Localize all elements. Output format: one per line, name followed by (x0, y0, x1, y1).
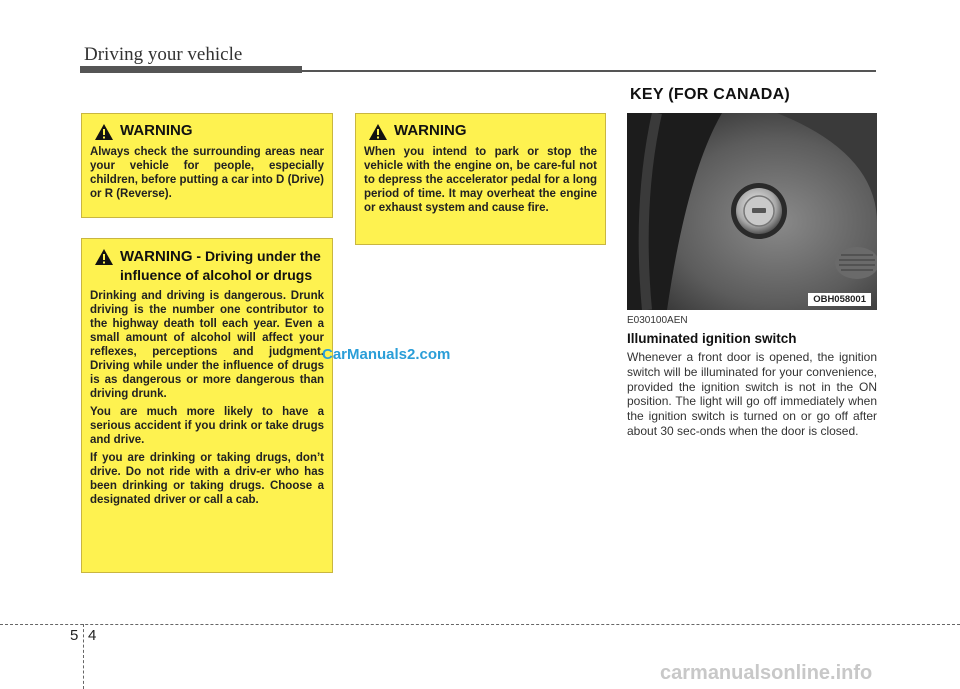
warning-text: When you intend to park or stop the vehicle with the engine on, be care-ful not to depress the accelerator pedal for a long period of time. It may overheat the engine or exhaust system and cause fire. (364, 146, 597, 214)
photo-label: OBH058001 (808, 293, 871, 306)
footer-rule (0, 624, 960, 625)
ignition-switch-illustration (627, 113, 877, 310)
warning-triangle-icon (94, 248, 114, 266)
section-code: E030100AEN (627, 315, 688, 326)
warning-text: You are much more likely to have a serious accident if you drink or take drugs and drive. (90, 406, 324, 446)
warning-box-reverse (81, 113, 333, 218)
header-rule-thin (302, 70, 876, 72)
warning-title: WARNING (394, 122, 467, 139)
warning-title (120, 247, 324, 285)
footer-site-watermark: carmanualsonline.info (660, 662, 873, 684)
header-rule-thick (80, 66, 302, 73)
ignition-description: Whenever a front door is opened, the ignition switch will be illuminated for your convenience, provided the ignition switch is not in the ON position. The light will go off immediately when the ignition switch is turned on or go off after about 30 sec-onds when the door is closed. (627, 350, 877, 438)
section-heading: KEY (FOR CANADA) (630, 86, 791, 103)
warning-box-park (355, 113, 606, 245)
page-header-title: Driving your vehicle (84, 44, 243, 65)
warning-text: If you are drinking or taking drugs, don’t drive. Do not ride with a driv-er who has been drinking or taking drugs. Choose a designated driver or call a cab. (90, 452, 324, 506)
watermark-text: CarManuals2.com (322, 346, 451, 363)
warning-subtitle: - Driving under the influence of alcohol or drugs (120, 248, 321, 283)
page-number: 4 (88, 627, 97, 644)
warning-triangle-icon (368, 123, 388, 141)
warning-text: Always check the surrounding areas near your vehicle for people, especially children, before putting a car into D (Drive) or R (Reverse). (90, 146, 324, 200)
ignition-heading: Illuminated ignition switch (627, 331, 797, 346)
warning-box-alcohol (81, 238, 333, 573)
warning-title: WARNING (120, 122, 193, 139)
warning-text: Drinking and driving is dangerous. Drunk driving is the number one contributor to the highway death toll each year. Even a small amount of alcohol will affect your reflexes, perceptions and judgment. Driving while under the influence of drugs is as dangerous or more dangerous than driving drunk. (90, 290, 324, 400)
warning-title-main: WARNING (120, 248, 193, 265)
page-section-number: 5 (70, 627, 79, 644)
ignition-switch-photo (627, 113, 877, 310)
warning-triangle-icon (94, 123, 114, 141)
footer-divider (83, 624, 84, 689)
